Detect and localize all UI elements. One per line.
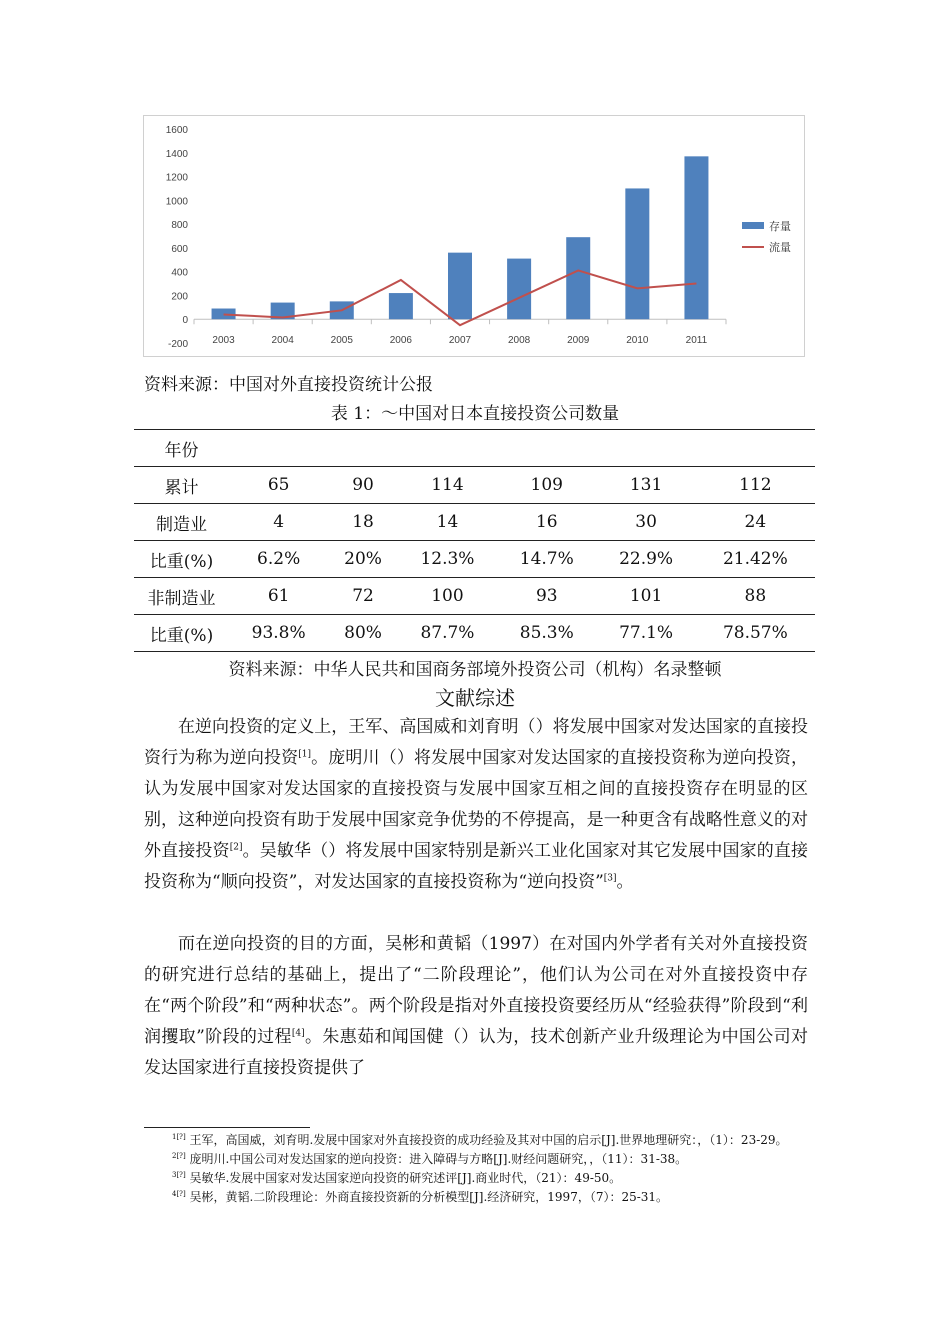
bar-stock-2010 bbox=[625, 188, 649, 319]
paragraph-text: 而在逆向投资的目的方面，吴彬和黄韬（1997）在对国内外学者有关对外直接投资的研究进行总结的基础上，提出了“二阶段理论”，他们认为公司在对外直接投资中存在“两个阶段”和“两种状态”。两个阶段是指对外直接投资要经历从“经验获得”阶段到“利润攫取”阶段的过程 bbox=[144, 934, 808, 1047]
x-tick-label: 2011 bbox=[685, 335, 708, 346]
footnotes bbox=[144, 1131, 814, 1207]
table-cell: 88 bbox=[696, 578, 815, 615]
table-cell: 85.3% bbox=[497, 615, 596, 652]
table-cell: 72 bbox=[328, 578, 398, 615]
bar-stock-2007 bbox=[448, 253, 472, 320]
bar-stock-2006 bbox=[389, 293, 413, 319]
table-cell: 4 bbox=[229, 504, 328, 541]
table-cell: 93.8% bbox=[229, 615, 328, 652]
investment-chart bbox=[143, 115, 805, 357]
table-cell: 78.57% bbox=[696, 615, 815, 652]
table-header-row bbox=[134, 430, 815, 467]
table-cell: 6.2% bbox=[229, 541, 328, 578]
table-row-header: 非制造业 bbox=[134, 578, 229, 615]
table-cell bbox=[328, 430, 398, 467]
table-cell: 22.9% bbox=[596, 541, 695, 578]
bar-stock-2003 bbox=[212, 309, 236, 320]
y-tick-label: 1400 bbox=[165, 148, 188, 160]
table-row-header: 比重(%) bbox=[134, 615, 229, 652]
table-cell: 112 bbox=[696, 467, 815, 504]
paragraph-1 bbox=[144, 712, 808, 898]
table-cell: 30 bbox=[596, 504, 695, 541]
table-cell: 114 bbox=[398, 467, 497, 504]
company-count-table bbox=[134, 429, 815, 652]
table-cell bbox=[696, 430, 815, 467]
x-tick-label: 2007 bbox=[448, 335, 472, 346]
x-tick-label: 2008 bbox=[507, 335, 531, 346]
y-tick-label: 600 bbox=[171, 243, 188, 255]
table-caption: 表 1：～中国对日本直接投资公司数量 bbox=[330, 404, 620, 424]
table-cell: 14 bbox=[398, 504, 497, 541]
legend-label-flow: 流量 bbox=[769, 241, 791, 254]
footnote-mark: 1[?] bbox=[172, 1133, 186, 1141]
table-row-header: 制造业 bbox=[134, 504, 229, 541]
table-cell: 16 bbox=[497, 504, 596, 541]
footnote bbox=[144, 1150, 814, 1169]
table-cell: 61 bbox=[229, 578, 328, 615]
y-tick-label: 1200 bbox=[165, 172, 188, 184]
y-tick-label: 400 bbox=[171, 267, 188, 279]
x-tick-label: 2010 bbox=[626, 335, 649, 346]
x-tick-label: 2003 bbox=[212, 335, 235, 346]
x-tick-label: 2009 bbox=[567, 335, 590, 346]
table-cell bbox=[229, 430, 328, 467]
table-cell: 100 bbox=[398, 578, 497, 615]
y-tick-label: 200 bbox=[171, 291, 188, 303]
table-cell: 21.42% bbox=[696, 541, 815, 578]
table-cell: 77.1% bbox=[596, 615, 695, 652]
table-cell: 18 bbox=[328, 504, 398, 541]
x-tick-label: 2004 bbox=[271, 335, 294, 346]
table-cell: 90 bbox=[328, 467, 398, 504]
y-tick-label: 1600 bbox=[165, 125, 188, 136]
table-source-note: 资料来源：中华人民共和国商务部境外投资公司（机构）名录整顿 bbox=[228, 660, 722, 680]
table-cell: 93 bbox=[497, 578, 596, 615]
x-tick-label: 2005 bbox=[330, 335, 353, 346]
table-cell: 101 bbox=[596, 578, 695, 615]
citation-marker: [2] bbox=[229, 842, 243, 853]
citation-marker: [1] bbox=[298, 749, 311, 760]
chart-source-note: 资料来源：中国对外直接投资统计公报 bbox=[144, 375, 433, 395]
chart-svg bbox=[144, 116, 806, 358]
table-cell bbox=[596, 430, 695, 467]
table-cell: 14.7% bbox=[497, 541, 596, 578]
x-tick-label: 2006 bbox=[389, 335, 413, 346]
section-title: 文献综述 bbox=[435, 686, 515, 710]
footnote bbox=[144, 1169, 814, 1188]
table-row bbox=[134, 467, 815, 504]
table-row bbox=[134, 541, 815, 578]
paragraph-text: 在逆向投资的定义上，王军、高国威和刘育明（）将发展中国家对发达国家的直接投资行为称为逆向投资 bbox=[144, 717, 808, 768]
table-cell: 109 bbox=[497, 467, 596, 504]
footnote-text: 吴敏华.发展中国家对发达国家逆向投资的研究述评[J].商业时代，（21）：49-50。 bbox=[185, 1171, 622, 1185]
legend-swatch-stock bbox=[742, 222, 764, 229]
y-tick-label: -200 bbox=[167, 339, 188, 350]
bar-stock-2008 bbox=[507, 259, 531, 320]
table-row bbox=[134, 615, 815, 652]
table-cell: 12.3% bbox=[398, 541, 497, 578]
table-row-header: 累计 bbox=[134, 467, 229, 504]
table-row bbox=[134, 504, 815, 541]
citation-marker: [3] bbox=[603, 873, 617, 884]
y-tick-label: 800 bbox=[171, 220, 188, 232]
paragraph-2 bbox=[144, 929, 808, 1084]
table-cell: 20% bbox=[328, 541, 398, 578]
table-cell: 24 bbox=[696, 504, 815, 541]
footnote-text: 吴彬，黄韬.二阶段理论：外商直接投资新的分析模型[J].经济研究，1997，（7）：25-31。 bbox=[185, 1190, 669, 1204]
table-cell: 87.7% bbox=[398, 615, 497, 652]
footnote-separator bbox=[144, 1127, 310, 1128]
paragraph-text: 。吴敏华（）将发展中国家特别是新兴工业化国家对其它发展中国家的直接投资称为“顺向投资”，对发达国家的直接投资称为“逆向投资” bbox=[144, 841, 809, 892]
table-cell: 80% bbox=[328, 615, 398, 652]
table-cell bbox=[398, 430, 497, 467]
footnote bbox=[144, 1131, 814, 1150]
table-cell: 131 bbox=[596, 467, 695, 504]
paragraph-text: 。庞明川（）将发展中国家对发达国家的直接投资称为逆向投资，认为发展中国家对发达国家的直接投资与发展中国家互相之间的直接投资存在明显的区别，这种逆向投资有助于发展中国家竞争优势的不停提高，是一种更含有战略性意义的对外直接投资 bbox=[144, 748, 809, 861]
bar-stock-2011 bbox=[684, 156, 708, 319]
footnote-mark: 2[?] bbox=[172, 1152, 186, 1160]
paragraph-text: 。 bbox=[616, 872, 634, 892]
legend-label-stock: 存量 bbox=[769, 220, 791, 233]
table-cell bbox=[497, 430, 596, 467]
footnote-text: 王军，高国威，刘育明.发展中国家对外直接投资的成功经验及其对中国的启示[J].世界地理研究：，（1）：23-29。 bbox=[185, 1133, 788, 1147]
footnote-mark: 4[?] bbox=[172, 1190, 186, 1198]
y-tick-label: 1000 bbox=[165, 196, 188, 208]
footnote bbox=[144, 1188, 814, 1207]
citation-marker: [4] bbox=[291, 1028, 305, 1039]
footnote-mark: 3[?] bbox=[172, 1171, 186, 1179]
footnote-text: 庞明川.中国公司对发达国家的逆向投资：进入障碍与方略[J].财经问题研究，，（11）：31-38。 bbox=[185, 1152, 688, 1166]
bar-stock-2009 bbox=[566, 237, 590, 319]
table-row bbox=[134, 578, 815, 615]
table-row-header: 比重(%) bbox=[134, 541, 229, 578]
paragraph-text: 。朱惠茹和闻国健（）认为，技术创新产业升级理论为中国公司对发达国家进行直接投资提供了 bbox=[144, 1027, 808, 1078]
table-row-header: 年份 bbox=[134, 430, 229, 467]
y-tick-label: 0 bbox=[182, 315, 188, 327]
table-cell: 65 bbox=[229, 467, 328, 504]
